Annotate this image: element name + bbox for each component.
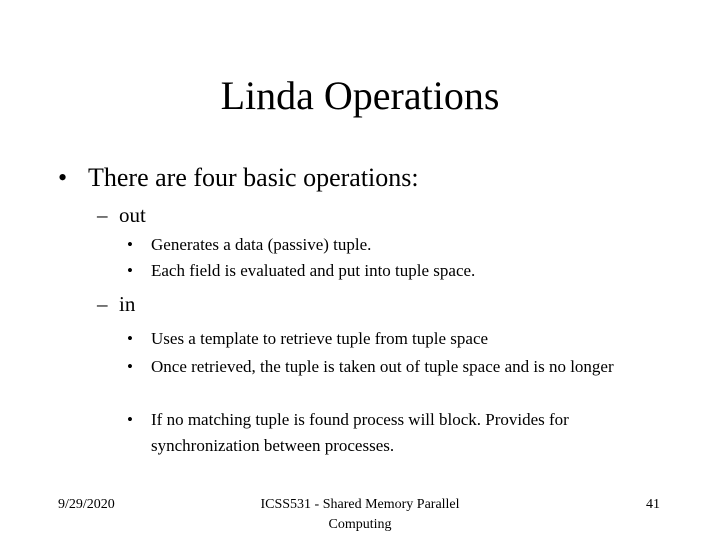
sub-item-in bbox=[97, 291, 135, 317]
slide-title: Linda Operations bbox=[220, 73, 500, 118]
footer-course: ICSS531 - Shared Memory Parallel Computing bbox=[260, 497, 460, 532]
bullet-mark: • bbox=[127, 357, 133, 376]
point-item bbox=[127, 326, 667, 352]
bullet-mark: • bbox=[127, 261, 133, 280]
bullet-mark: • bbox=[58, 163, 68, 192]
bullet-mark: • bbox=[127, 329, 133, 348]
dash-mark: – bbox=[97, 203, 108, 227]
footer-page-number: 41 bbox=[646, 497, 660, 512]
point-item bbox=[127, 407, 667, 459]
point-item bbox=[127, 258, 667, 284]
point-text: Uses a template to retrieve tuple from tuple space bbox=[151, 329, 489, 348]
dash-mark: – bbox=[97, 292, 108, 316]
footer-date: 9/29/2020 bbox=[58, 497, 115, 512]
sub-item-label: out bbox=[119, 203, 146, 227]
bullet-level1 bbox=[58, 163, 419, 193]
point-text: If no matching tuple is found process will block. Provides for synchronization between processes. bbox=[151, 410, 569, 455]
point-item bbox=[127, 232, 667, 258]
sub-item-out bbox=[97, 202, 146, 228]
sub-item-label: in bbox=[119, 292, 136, 316]
point-item bbox=[127, 354, 667, 380]
point-text: Once retrieved, the tuple is taken out of tuple space and is no longer bbox=[151, 357, 614, 376]
point-text: Generates a data (passive) tuple. bbox=[151, 235, 372, 254]
point-text: Each field is evaluated and put into tuple space. bbox=[151, 261, 476, 280]
bullet-mark: • bbox=[127, 235, 133, 254]
bullet-text: There are four basic operations: bbox=[88, 163, 419, 192]
bullet-mark: • bbox=[127, 410, 133, 429]
